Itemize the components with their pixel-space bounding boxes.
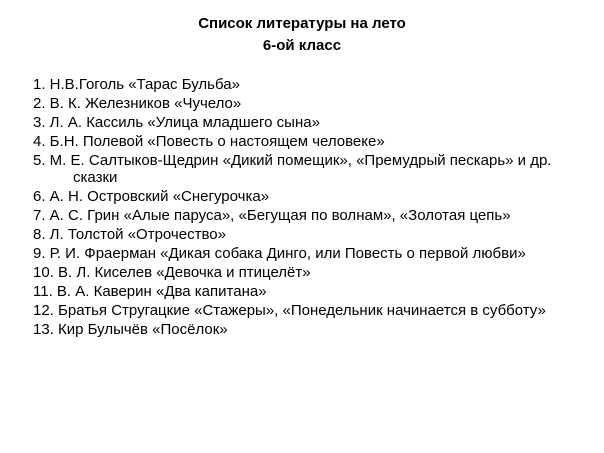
list-item: 10. В. Л. Киселев «Девочка и птицелёт»: [33, 264, 311, 281]
page-title: Список литературы на лето: [198, 15, 406, 32]
list-item: 3. Л. А. Кассиль «Улица младшего сына»: [33, 114, 320, 131]
list-item: 1. Н.В.Гоголь «Тарас Бульба»: [33, 76, 240, 93]
list-item: 5. М. Е. Салтыков-Щедрин «Дикий помещик», «Премудрый пескарь» и др. сказки: [33, 152, 552, 186]
list-item: 12. Братья Стругацкие «Стажеры», «Понедельник начинается в субботу»: [33, 302, 546, 319]
list-item: 13. Кир Булычёв «Посёлок»: [33, 321, 228, 338]
list-item: 6. А. Н. Островский «Снегурочка»: [33, 188, 270, 205]
list-item: 8. Л. Толстой «Отрочество»: [33, 226, 226, 243]
list-item: 2. В. К. Железников «Чучело»: [33, 95, 242, 112]
list-item: 7. А. С. Грин «Алые паруса», «Бегущая по волнам», «Золотая цепь»: [33, 207, 511, 224]
list-item: 11. В. А. Каверин «Два капитана»: [33, 283, 267, 300]
list-item: 4. Б.Н. Полевой «Повесть о настоящем человеке»: [33, 133, 385, 150]
list-item: 9. Р. И. Фраерман «Дикая собака Динго, или Повесть о первой любви»: [33, 245, 526, 262]
book-list: [33, 76, 578, 340]
page-subtitle: 6-ой класс: [262, 37, 342, 54]
